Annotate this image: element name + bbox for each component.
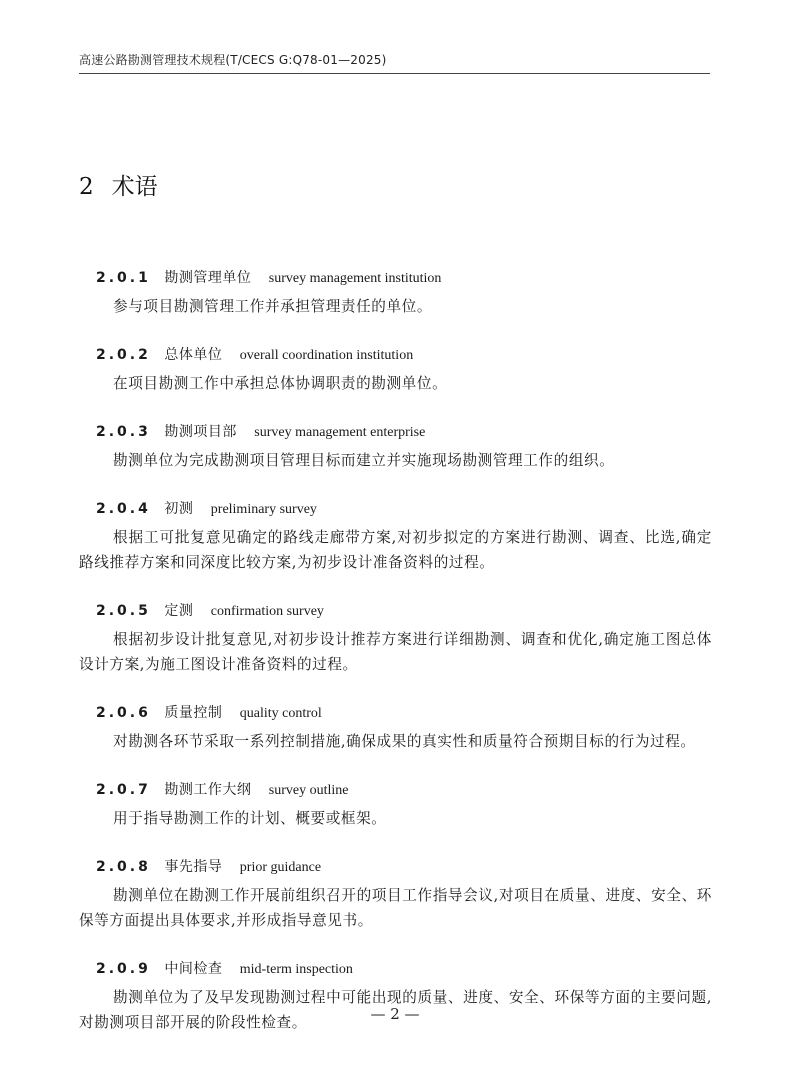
term-entry	[79, 420, 712, 473]
term-number: 2.0.3	[96, 424, 151, 440]
term-heading	[79, 701, 712, 725]
term-chinese: 初测	[164, 501, 194, 517]
page-number: — 2 —	[370, 1005, 420, 1023]
term-number: 2.0.4	[96, 501, 151, 517]
term-heading	[79, 343, 712, 367]
term-entry	[79, 343, 712, 396]
chapter-name: 术语	[111, 174, 158, 200]
term-heading	[79, 855, 712, 879]
term-number: 2.0.2	[96, 347, 151, 363]
term-number: 2.0.1	[96, 270, 151, 286]
term-heading	[79, 957, 712, 981]
term-heading	[79, 266, 712, 290]
term-chinese: 总体单位	[164, 347, 223, 363]
term-english: prior guidance	[239, 860, 322, 875]
term-definition: 根据工可批复意见确定的路线走廊带方案,对初步拟定的方案进行勘测、调查、比选,确定路线推荐方案和同深度比较方案,为初步设计准备资料的过程。	[79, 529, 712, 571]
term-number: 2.0.7	[96, 782, 151, 798]
term-entry	[79, 957, 712, 1035]
term-definition: 勘测单位在勘测工作开展前组织召开的项目工作指导会议,对项目在质量、进度、安全、环保等方面提出具体要求,并形成指导意见书。	[79, 887, 712, 929]
term-chinese: 定测	[164, 603, 194, 619]
term-heading	[79, 497, 712, 521]
running-header: 高速公路勘测管理技术规程(T/CECS G:Q78-01—2025)	[79, 53, 387, 67]
term-chinese: 勘测项目部	[164, 424, 237, 440]
term-english: survey management enterprise	[254, 425, 426, 440]
term-heading	[79, 599, 712, 623]
chapter-number: 2	[79, 174, 94, 200]
term-chinese: 事先指导	[164, 859, 223, 875]
term-heading	[79, 778, 712, 802]
term-entry	[79, 701, 712, 754]
term-english: confirmation survey	[210, 604, 324, 619]
term-english: preliminary survey	[210, 502, 317, 517]
term-english: survey outline	[268, 783, 349, 798]
term-entry	[79, 778, 712, 831]
term-definition: 对勘测各环节采取一系列控制措施,确保成果的真实性和质量符合预期目标的行为过程。	[113, 733, 696, 750]
term-english: mid-term inspection	[239, 962, 353, 977]
term-english: overall coordination institution	[239, 348, 414, 363]
term-english: quality control	[239, 706, 322, 721]
term-chinese: 质量控制	[164, 705, 223, 721]
header-rule	[79, 73, 710, 74]
term-number: 2.0.9	[96, 961, 151, 977]
term-entry	[79, 599, 712, 677]
term-number: 2.0.8	[96, 859, 151, 875]
term-definition: 勘测单位为了及早发现勘测过程中可能出现的质量、进度、安全、环保等方面的主要问题,对勘测项目部开展的阶段性检查。	[79, 989, 712, 1031]
terms-list	[79, 266, 712, 1035]
term-chinese: 勘测工作大纲	[164, 782, 252, 798]
term-entry	[79, 497, 712, 575]
term-definition: 勘测单位为完成勘测项目管理目标而建立并实施现场勘测管理工作的组织。	[113, 452, 615, 469]
term-heading	[79, 420, 712, 444]
term-number: 2.0.5	[96, 603, 151, 619]
term-definition: 参与项目勘测管理工作并承担管理责任的单位。	[113, 298, 433, 315]
term-definition: 根据初步设计批复意见,对初步设计推荐方案进行详细勘测、调查和优化,确定施工图总体设计方案,为施工图设计准备资料的过程。	[79, 631, 712, 673]
term-entry	[79, 266, 712, 319]
term-entry	[79, 855, 712, 933]
chapter-title	[79, 168, 158, 201]
term-english: survey management institution	[268, 271, 442, 286]
term-definition: 在项目勘测工作中承担总体协调职责的勘测单位。	[113, 375, 448, 392]
term-chinese: 中间检查	[164, 961, 223, 977]
term-number: 2.0.6	[96, 705, 151, 721]
term-definition: 用于指导勘测工作的计划、概要或框架。	[113, 810, 387, 827]
term-chinese: 勘测管理单位	[164, 270, 252, 286]
